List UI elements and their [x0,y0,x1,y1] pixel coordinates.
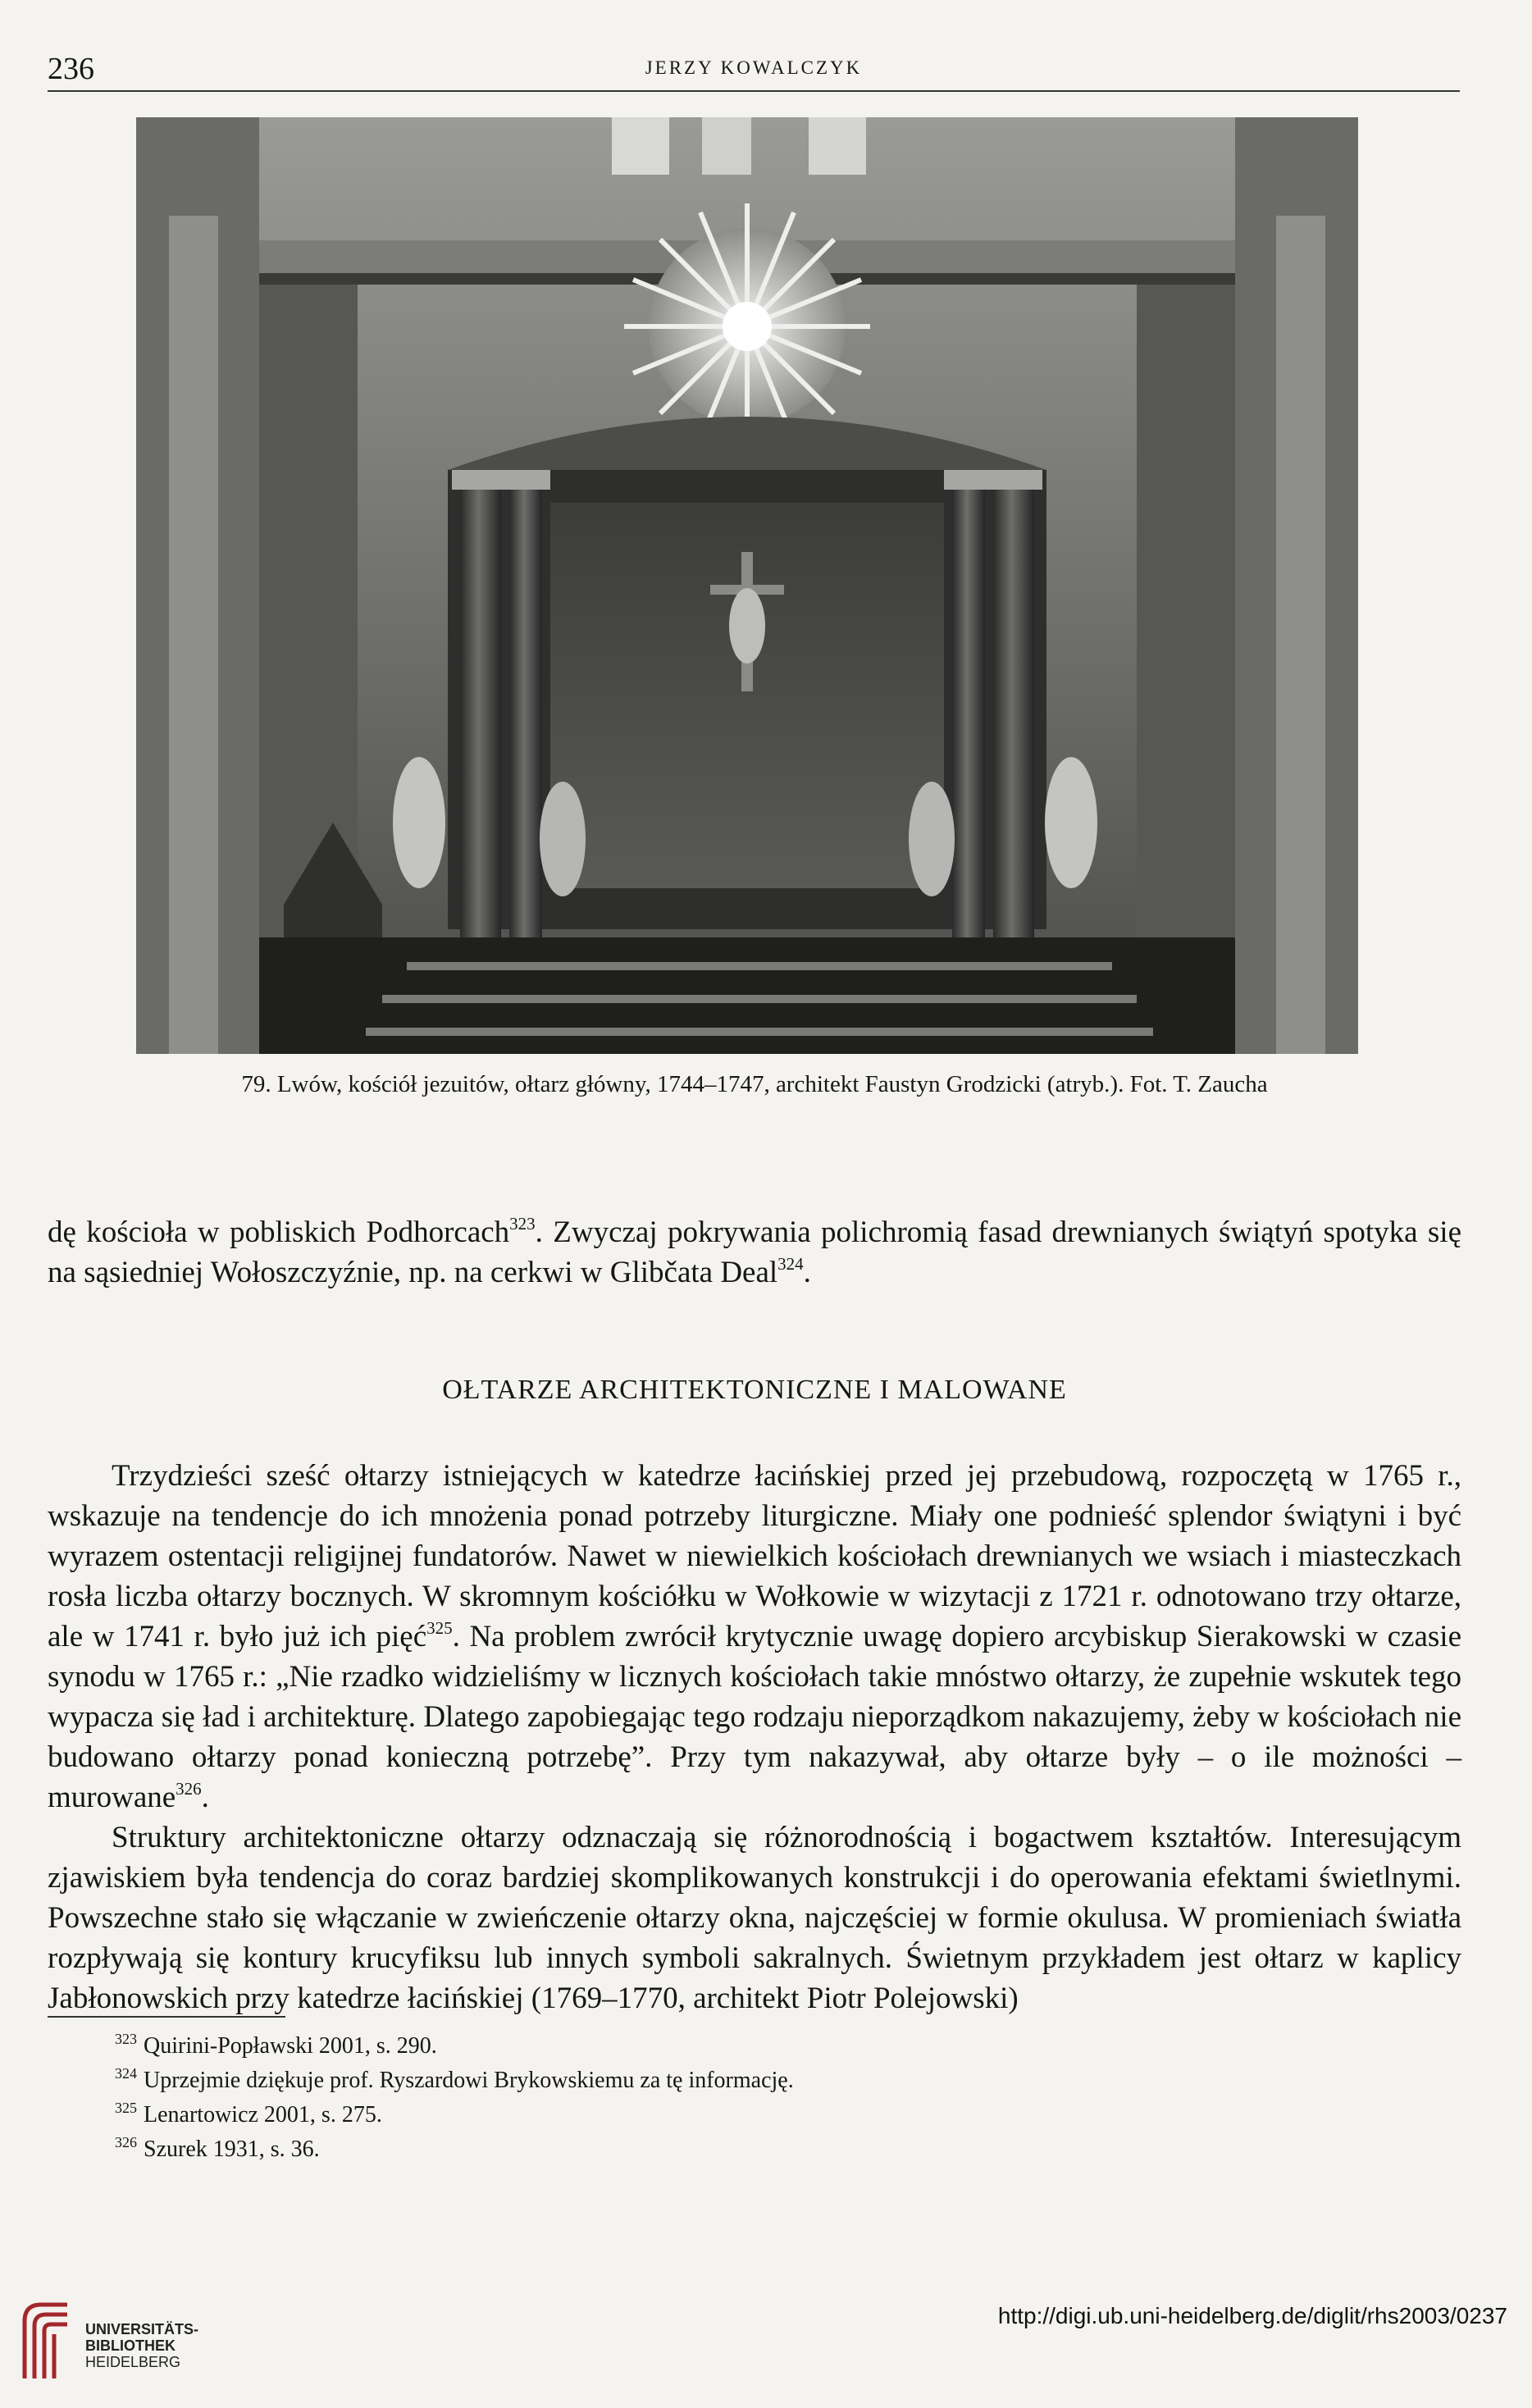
library-logo[interactable] [16,2296,279,2387]
library-name-line: BIBLIOTHEK [85,2337,176,2354]
footnote-text: Szurek 1931, s. 36. [144,2137,320,2162]
page-number: 236 [48,52,94,86]
source-url[interactable]: http://digi.ub.uni-heidelberg.de/diglit/rhs2003/0237 [997,2303,1507,2328]
paragraph [48,1456,1461,1817]
running-head-author: JERZY KOWALCZYK [645,57,863,78]
footnote-ref-326[interactable]: 326 [176,1779,202,1799]
footnote-number: 324 [115,2065,137,2082]
main-text [48,1456,1461,2018]
heidelberg-library-logo-icon [16,2296,75,2387]
header-rule [48,90,1460,92]
altar-photo-illustration [136,117,1358,1054]
figure-caption: 79. Lwów, kościół jezuitów, ołtarz główny, 1744–1747, architekt Faustyn Grodzicki (atryb.). Fot. T. Zaucha [241,1071,1268,1097]
footnote-ref-325[interactable]: 325 [426,1618,453,1638]
footnote-rule [48,2016,285,2018]
footnote [115,2029,1427,2064]
footnote-ref-323[interactable]: 323 [509,1214,536,1234]
library-name [85,2321,198,2370]
text-run: . [201,1781,209,1814]
section-heading: OŁTARZE ARCHITEKTONICZNE I MALOWANE [442,1375,1067,1405]
altar-photograph [136,117,1358,1054]
text-run: Trzydzieści sześć ołtarzy istniejących w katedrze łacińskiej przed jej przebudową, rozpoczętą w 1765 r., wskazuje na tendencje do ich mnożenia ponad potrzeby liturgiczne. Miały one podnieść splendor świątyni i być wyrazem ostentacji religijnej fundatorów. Nawet w niewielkich kościołach drewnianych we wsiach i miasteczkach rosła liczba ołtarzy bocznych. W skromnym kościółku w Wołkowie w wizytacji z 1721 r. odnotowano trzy ołtarze, ale w 1741 r. było już ich pięć [48,1459,1461,1653]
footnote-number: 326 [115,2134,137,2150]
footnote-ref-324[interactable]: 324 [777,1254,804,1274]
footnote [115,2098,1427,2132]
library-name-line: HEIDELBERG [85,2354,181,2370]
text-run: . Zwyczaj pokrywania polichromią fasad drewnianych świątyń spotyka się na sąsiedniej Wołoszczyźnie, np. na cerkwi w Glibčata Deal [48,1215,1461,1289]
footnote-text: Lenartowicz 2001, s. 275. [144,2102,382,2128]
footnotes [115,2029,1427,2167]
footnote-text: Uprzejmie dziękuje prof. Ryszardowi Brykowskiemu za tę informację. [144,2068,794,2093]
paragraph-continuation [48,1212,1461,1293]
footnote-number: 323 [115,2031,137,2047]
running-head [48,51,1460,89]
library-name-line: UNIVERSITÄTS- [85,2321,199,2337]
text-run: . [803,1256,811,1289]
footnote-number: 325 [115,2100,137,2116]
footnote-text: Quirini-Popławski 2001, s. 290. [144,2033,437,2059]
footnote [115,2064,1427,2098]
text-run: . Na problem zwrócił krytycznie uwagę dopiero arcybiskup Sierakowski w czasie synodu w 1765 r.: „Nie rzadko widzieliśmy w licznych kościołach takie mnóstwo ołtarzy, że zupełnie wskutek tego wypacza się ład i architekturę. Dlatego zapobiegając tego rodzaju nieporządkom nakazujemy, żeby w kościołach nie budowano ołtarzy ponad konieczną potrzebę”. Przy tym nakazywał, aby ołtarze były – o ile możności – murowane [48,1620,1462,1814]
footnote [115,2132,1427,2167]
paragraph: Struktury architektoniczne ołtarzy odznaczają się różnorodnością i bogactwem kształtów. Interesującym zjawiskiem była tendencja do coraz bardziej skomplikowanych konstrukcji i do operowania efektami świetlnymi. Powszechne stało się włączanie w zwieńczenie ołtarzy okna, najczęściej w formie okulusa. W promieniach światła rozpływają się kontury krucyfiksu lub innych symboli sakralnych. Świetnym przykładem jest ołtarz w kaplicy Jabłonowskich przy katedrze łacińskiej (1769–1770, architekt Piotr Polejowski) [48,1821,1461,2015]
text-run: dę kościoła w pobliskich Podhorcach [48,1215,510,1249]
